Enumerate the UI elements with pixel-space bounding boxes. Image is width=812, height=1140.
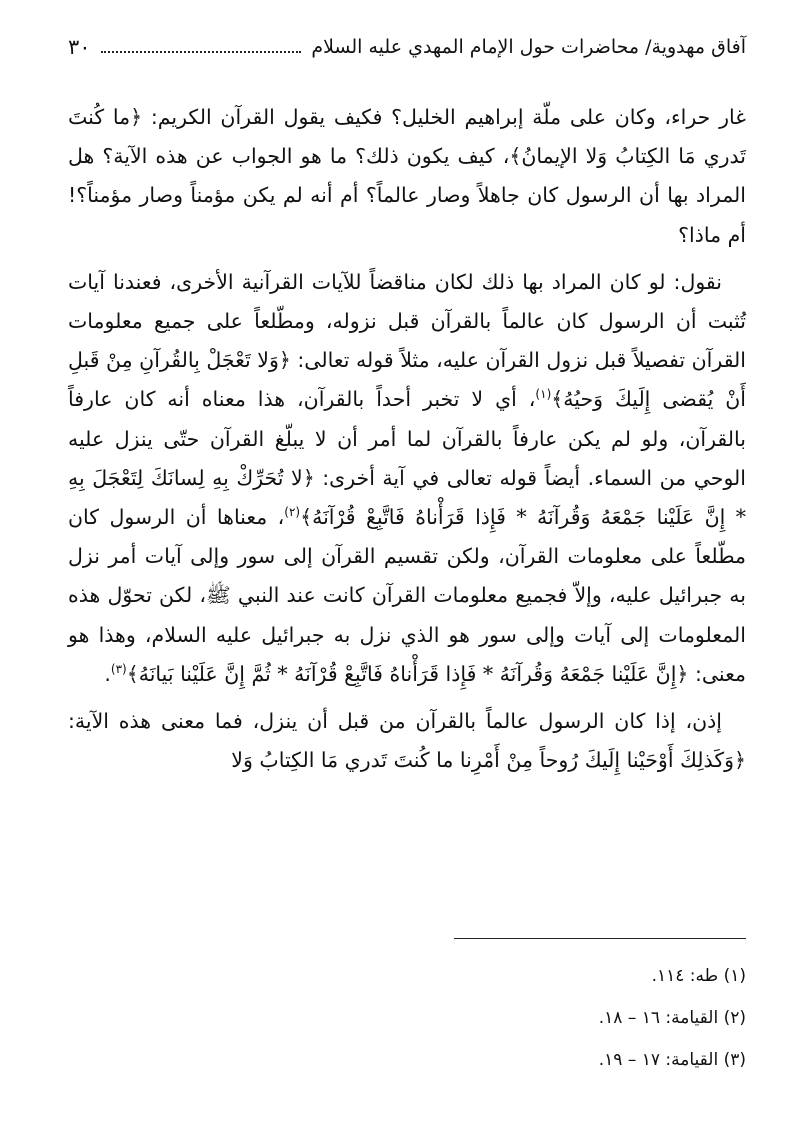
text-run: ، أي لا تخبر أحداً بالقرآن، هذا معناه أنه كان عارفاً بالقرآن، ولو لم يكن عارفاً بالقرآن لما أمر أن لا يبلّغ القرآن حتّى ينزل عليه الوحي من السماء. أيضاً قوله تعالى في آية أخرى: — [68, 387, 746, 490]
text-run: غار حراء، وكان على ملّة إبراهيم الخليل؟ فكيف يقول القرآن الكريم: — [142, 105, 746, 129]
quran-quote: ﴿لا تُحَرِّكْ بِهِ لِسانَكَ لِتَعْجَلَ بِهِ * إِنَّ عَلَيْنا جَمْعَهُ وَقُرآنَهُ * فَإِذا قَرَأْناهُ فَاتَّبِعْ قُرْآنَهُ﴾ — [68, 465, 746, 530]
header-dot-leader — [101, 51, 302, 53]
paragraph-1 — [68, 98, 746, 255]
text-run: نقول: لو كان المراد بها ذلك لكان مناقضاً للآيات القرآنية الأخرى، فعندنا آيات تُثبت أن الرسول كان عالماً بالقرآن قبل نزوله، ومطّلعاً على جميع معلومات القرآن تفصيلاً قبل نزول القرآن عليه، مثلاً قوله تعالى: — [68, 269, 747, 373]
text-run: ، كيف يكون ذلك؟ ما هو الجواب عن هذه الآية؟ هل المراد بها أن الرسول كان جاهلاً وصار عالماً؟ أم أنه لم يكن مؤمناً وصار مؤمناً؟! أم ماذا؟ — [68, 144, 746, 247]
body-text — [68, 98, 746, 780]
text-run: ، معناها أن الرسول كان مطّلعاً على معلومات القرآن، ولكن تقسيم القرآن إلى سور وإلى آيات أمر نزل به جبرائيل عليه، وإلاّ فجميع معلومات القرآن كانت عند النبي ﷺ، لكن تحوّل هذه المعلومات إلى آيات وإلى سور هو الذي نزل به جبرائيل عليه السلام، وهذا هو معنى: — [68, 505, 746, 686]
quran-quote: ﴿إِنَّ عَلَيْنا جَمْعَهُ وَقُرآنَهُ * فَإِذا قَرَأْناهُ فَاتَّبِعْ قُرْآنَهُ * ثُمَّ إِنَّ عَلَيْنا بَيانَهُ﴾ — [126, 661, 689, 686]
footnote-2: (٢) القيامة: ١٦ – ١٨. — [598, 1008, 746, 1028]
text-run: . — [104, 661, 111, 686]
footnote-ref-3[interactable]: (٣) — [110, 662, 127, 677]
quran-quote: ﴿وَلا تَعْجَلْ بِالقُرآنِ مِنْ قَبلِ أَنْ يُقضى إِلَيكَ وَحيُهُ﴾ — [68, 348, 747, 412]
paragraph-2 — [68, 263, 746, 694]
running-title: آفاق مهدوية/ محاضرات حول الإمام المهدي عليه السلام — [311, 36, 746, 58]
footnote-3: (٣) القيامة: ١٧ – ١٩. — [598, 1050, 746, 1070]
footnote-divider — [454, 938, 746, 939]
footnote-ref-2[interactable]: (٢) — [284, 505, 301, 520]
quran-quote: ﴿وَكَذلِكَ أَوْحَيْنا إِلَيكَ رُوحاً مِنْ أَمْرِنا ما كُنتَ تَدري مَا الكِتابُ وَلا — [231, 748, 746, 773]
footnote-1: (١) طه: ١١٤. — [651, 966, 746, 986]
quran-quote: ﴿ما كُنتَ تَدري مَا الكِتابُ وَلا الإيمانُ﴾ — [68, 105, 746, 169]
running-header — [68, 30, 746, 64]
text-run: إذن، إذا كان الرسول عالماً بالقرآن من قبل أن ينزل، فما معنى هذه الآية: — [68, 709, 722, 734]
footnote-ref-1[interactable]: (١) — [535, 387, 552, 402]
footnotes — [68, 955, 746, 1081]
page-number: ٣٠ — [68, 35, 91, 59]
paragraph-3 — [68, 702, 746, 780]
